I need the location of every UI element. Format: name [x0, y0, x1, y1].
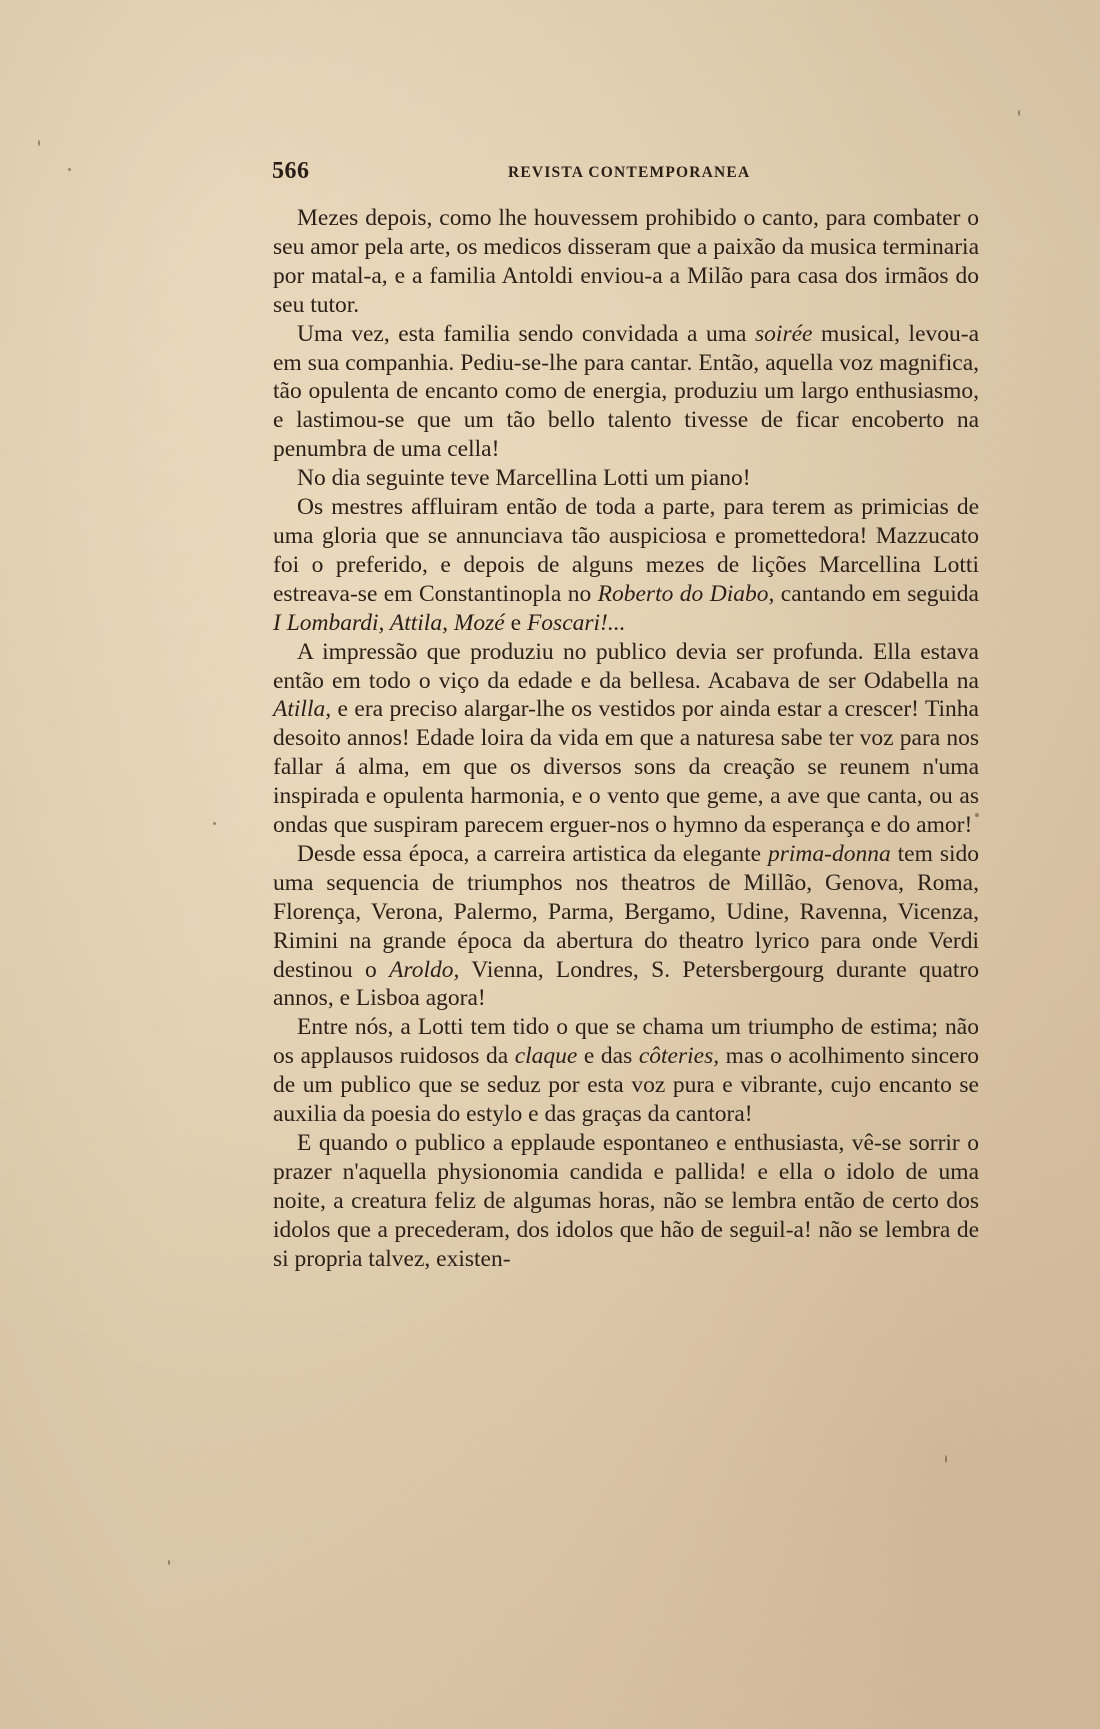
italic-text: prima-donna — [767, 840, 891, 867]
italic-text: soirée — [755, 320, 813, 347]
paragraph — [273, 464, 979, 493]
paper-speck — [213, 822, 216, 825]
paragraph — [273, 638, 979, 840]
italic-text: Aroldo, — [389, 956, 460, 983]
paper-speck — [168, 1560, 170, 1565]
paragraph-text: e das — [577, 1043, 639, 1070]
paragraph — [273, 1129, 979, 1274]
body-text — [273, 204, 979, 1274]
paragraph-text: Os mestres affluiram então de toda a parte, para terem as primicias de uma gloria que se annunciava tão auspiciosa e promettedora! Mazzucato foi o preferido, e depois de alguns mezes de lições Marcellina Lotti estreava-se em Constantinopla no — [273, 494, 979, 607]
paper-speck — [945, 1455, 947, 1463]
italic-text: I Lombardi, Attila, Mozé — [273, 609, 505, 636]
italic-text: Foscari!... — [526, 609, 626, 636]
paragraph-text: e era preciso alargar-lhe os vestidos por ainda estar a crescer! Tinha desoito annos! Edade loira da vida em que a naturesa sabe ter voz para nos fallar á alma, em que os diversos sons da creação se reunem n'uma inspirada e opulenta harmonia, e o vento que geme, a ave que canta, ou as ondas que suspiram parecem erguer-nos o hymno da esperança e do amor! — [273, 696, 979, 839]
paragraph-text: Uma vez, esta familia sendo convidada a uma — [297, 320, 756, 347]
paragraph-text: e — [504, 609, 527, 636]
running-head: REVISTA CONTEMPORANEA — [508, 164, 751, 181]
paragraph-text: Vienna, Londres, S. Petersbergourg durante quatro annos, e Lisboa agora! — [273, 956, 980, 1012]
italic-text: Roberto do Diabo, — [597, 580, 775, 607]
paragraph-text: tem sido uma sequencia de triumphos nos theatros de Millão, Genova, Roma, Florença, Verona, Palermo, Parma, Bergamo, Udine, Ravenna, Vicenza, Rimini na grande época da abertura do theatro lyrico para onde Verdi destinou o — [273, 840, 979, 983]
paper-speck — [38, 140, 40, 146]
italic-text: Atilla, — [273, 696, 332, 723]
paragraph — [273, 493, 979, 638]
paragraph-text: Entre nós, a Lotti tem tido o que se chama um triumpho de estima; não os applausos ruidosos da — [273, 1014, 979, 1070]
paragraph-text: A impressão que produziu no publico devia ser profunda. Ella estava então em todo o viço da edade e da bellesa. Acabava de ser Odabella na — [273, 638, 979, 694]
paragraph — [273, 320, 979, 465]
page-header — [272, 158, 982, 190]
paragraph-text: mas o acolhimento sincero de um publico que se seduz por esta voz pura e vibrante, cujo encanto se auxilia da poesia do estylo e das graças da cantora! — [273, 1043, 980, 1128]
italic-text: côteries, — [638, 1043, 720, 1070]
page-number: 566 — [272, 158, 310, 184]
paragraph — [273, 840, 979, 1013]
italic-text: claque — [514, 1043, 578, 1070]
paper-speck — [975, 813, 979, 817]
paragraph-text: E quando o publico a epplaude espontaneo e enthusiasta, vê-se sorrir o prazer n'aquella physionomia candida e pallida! e ella o idolo de uma noite, a creatura feliz de algumas horas, não se lembra então de certo dos idolos que a precederam, dos idolos que hão de seguil-a! não se lembra de si propria talvez, existen- — [273, 1130, 979, 1272]
paragraph — [273, 204, 979, 320]
paper-speck — [68, 168, 71, 171]
paragraph-text: Desde essa época, a carreira artistica da elegante — [297, 840, 768, 867]
paragraph-text: cantando em seguida — [774, 580, 979, 607]
paragraph-text: No dia seguinte teve Marcellina Lotti um piano! — [297, 465, 751, 492]
paper-speck — [1018, 110, 1020, 116]
paragraph-text: musical, levou-a em sua companhia. Pediu-se-lhe para cantar. Então, aquella voz magnifica, tão opulenta de encanto como de energia, produziu um largo enthusiasmo, e lastimou-se que um tão bello talento tivesse de ficar encoberto na penumbra de uma cella! — [273, 320, 980, 463]
paragraph-text: Mezes depois, como lhe houvessem prohibido o canto, para combater o seu amor pela arte, os medicos disseram que a paixão da musica terminaria por matal-a, e a familia Antoldi enviou-a a Milão para casa dos irmãos do seu tutor. — [273, 205, 979, 318]
paragraph — [273, 1013, 979, 1129]
